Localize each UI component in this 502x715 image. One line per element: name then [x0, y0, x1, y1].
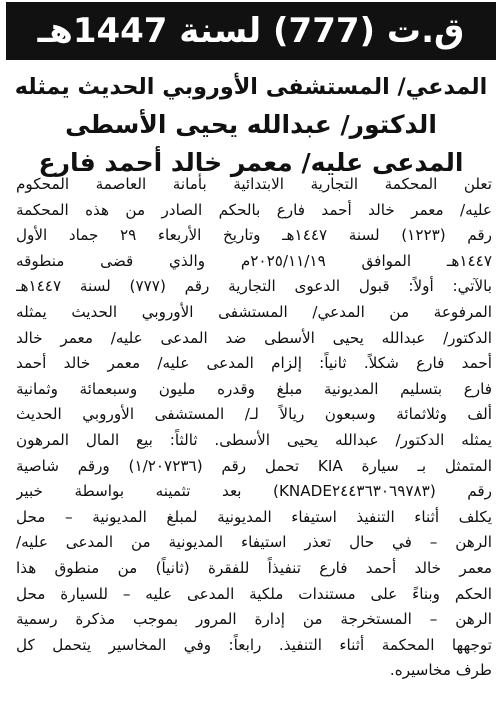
body-line: الرهن – المستخرجة من إدارة المرور بموجب مذكرة رسمية	[16, 610, 492, 629]
body-line: عليه/ معمر خالد أحمد فارع بالحكم الصادر من هذه المحكمة	[16, 200, 492, 219]
body-line: ألف وثلاثمائة وسبعون ريالاً لـ/ المستشفى الأوروبي الحديث	[16, 405, 492, 424]
case-number-header	[6, 2, 496, 60]
parties-block	[14, 68, 488, 182]
body-line: الدكتور/ عبدالله يحيى الأسطى ضد المدعى عليه/ معمر خالد	[16, 328, 492, 347]
body-line: الحكم وبناءً على مستندات ملكية المدعى عليه – للسيارة محل	[16, 584, 492, 603]
body-line: رقم (١٢٢٣) لسنة ١٤٤٧هـ وتاريخ الأربعاء ٢٩ جماد الأول	[16, 226, 492, 245]
body-line: ١٤٤٧هـ الموافق ٢٠٢٥/١١/١٩م والذي قضى منطوقه	[16, 251, 492, 270]
body-line-last: طرف مخاسيره.	[389, 661, 492, 680]
body-line: تعلن المحكمة التجارية الابتدائية بأمانة العاصمة المحكوم	[16, 175, 492, 193]
body-line: معمر خالد أحمد فارع تنفيذاً للفقرة (ثانياً) من منطوق هذا	[16, 558, 492, 577]
plaintiff-line-2: الدكتور/ عبدالله يحيى الأسطى	[65, 110, 437, 139]
body-line: الرهن – في حال تعذر استيفاء المديونية من المدعى عليه/	[16, 533, 492, 552]
notice-body	[16, 172, 492, 684]
plaintiff-line-1: المدعي/ المستشفى الأوروبي الحديث يمثله	[14, 74, 488, 100]
body-line: فارع بتسليم المديونية مبلغ وقدره مليون وسبعمائة وثمانية	[16, 379, 492, 398]
body-line: رقم (KNADE٢٤٤٣٦٣٠٦٩٧٨٣) بعد تثمينه بواسطة خبير	[16, 482, 492, 501]
body-line: المرفوعة من المدعي/ المستشفى الأوروبي الحديث يمثله	[16, 302, 492, 321]
body-line: يكلف أثناء التنفيذ استيفاء المديونية لمبلغ المديونية – محل	[16, 507, 492, 526]
defendant-line: المدعى عليه/ معمر خالد أحمد فارع	[38, 148, 464, 177]
body-line: أحمد فارع شكلاً. ثانياً: إلزام المدعى عليه/ معمر خالد أحمد	[16, 354, 492, 373]
body-line: بالآتي: أولاً: قبول الدعوى التجارية رقم (٧٧٧) لسنة ١٤٤٧هـ	[16, 277, 492, 296]
case-number-label: ق.ت (777) لسنة 1447هـ	[37, 11, 465, 51]
body-line: المتمثل بـ سيارة KIA تحمل رقم (١/٢٠٧٢٣٦) ورقم شاصية	[16, 456, 492, 475]
body-line: توجهها المحكمة أثناء التنفيذ. رابعاً: وفي المخاسير يتحمل كل	[16, 635, 492, 654]
body-line: يمثله الدكتور/ عبدالله يحيى الأسطى. ثالثاً: بيع المال المرهون	[16, 430, 492, 449]
